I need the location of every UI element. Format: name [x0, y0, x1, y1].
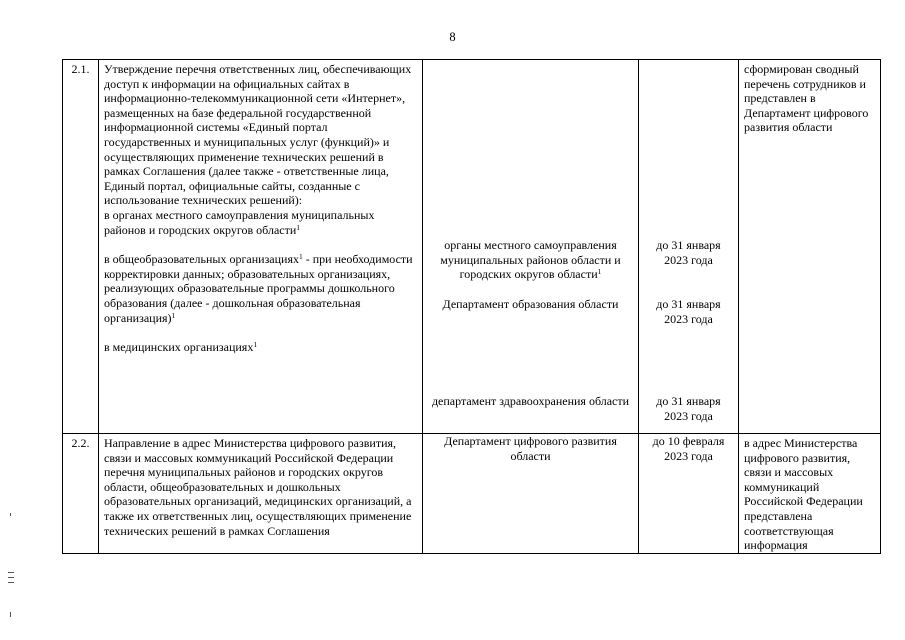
footnote-ref: 1 — [171, 310, 176, 320]
result-cell: в адрес Министерства цифрового развития, связи и массовых коммуникаций Российской Федерации представлена соответствующая информация — [739, 434, 881, 554]
term-cell: до 10 февраля 2023 года — [639, 434, 739, 554]
measure-description — [99, 60, 423, 434]
scan-artifact — [8, 582, 14, 583]
measure-description: Направление в адрес Министерства цифрового развития, связи и массовых коммуникаций Российской Федерации перечня муниципальных районов и городских округов области, общеобразовательных и дошкольных образовательных организаций, медицинских организаций, а также их ответственных лиц, осуществляющих применение технических решений в рамках Соглашения — [99, 434, 423, 554]
executor-cell — [423, 60, 639, 434]
page-number: 8 — [449, 30, 456, 44]
footnote-ref: 1 — [253, 340, 258, 350]
term-item: до 31 января 2023 года — [656, 394, 721, 423]
measure-item: в общеобразовательных организациях$^1$ - при необходимости корректировки данных; образовательных организациях, реализующих образовательные программы дошкольного образования (далее - дошкольная образовательная организация)$^1$ — [104, 252, 413, 325]
scan-artifact — [10, 612, 11, 617]
measure-intro: Утверждение перечня ответственных лиц, обеспечивающих доступ к информации на официальных сайтах в информационно-телекоммуникационной сети «Интернет», размещенных на базе федеральной государственной информационной системы «Единый портал государственных и муниципальных услуг (функций)» и осуществляющих применение технических решений в рамках Соглашения (далее также - ответственные лица, Единый портал, официальные сайты, созданные с использование технических решений): — [104, 62, 412, 208]
executor-cell: Департамент цифрового развития области — [423, 434, 639, 554]
executor-item: департамент здравоохранения области — [431, 394, 630, 409]
executor-item: органы местного самоуправления муниципальных районов области и городских округов области$^1$ — [440, 238, 621, 282]
executor-item: Департамент образования области — [442, 296, 619, 311]
footnote-ref: 1 — [299, 252, 303, 262]
table-row — [63, 60, 881, 434]
scan-artifact — [8, 572, 14, 573]
measure-item: в органах местного самоуправления муниципальных районов и городских округов области$^1$ — [104, 207, 375, 237]
footnote-ref: 1 — [296, 222, 301, 232]
table-row — [63, 434, 881, 554]
footnote-ref: 1 — [597, 267, 602, 277]
measure-item: в медицинских организациях$^1$ — [104, 340, 258, 355]
term-item: до 31 января 2023 года — [656, 297, 721, 326]
measures-table — [62, 59, 881, 554]
row-number: 2.1. — [63, 60, 99, 434]
term-cell — [639, 60, 739, 434]
scan-artifact — [8, 577, 14, 578]
result-cell: сформирован сводный перечень сотрудников и представлен в Департамент цифрового развития области — [739, 60, 881, 434]
term-item: до 31 января 2023 года — [656, 238, 721, 267]
scan-artifact — [10, 513, 11, 516]
row-number: 2.2. — [63, 434, 99, 554]
